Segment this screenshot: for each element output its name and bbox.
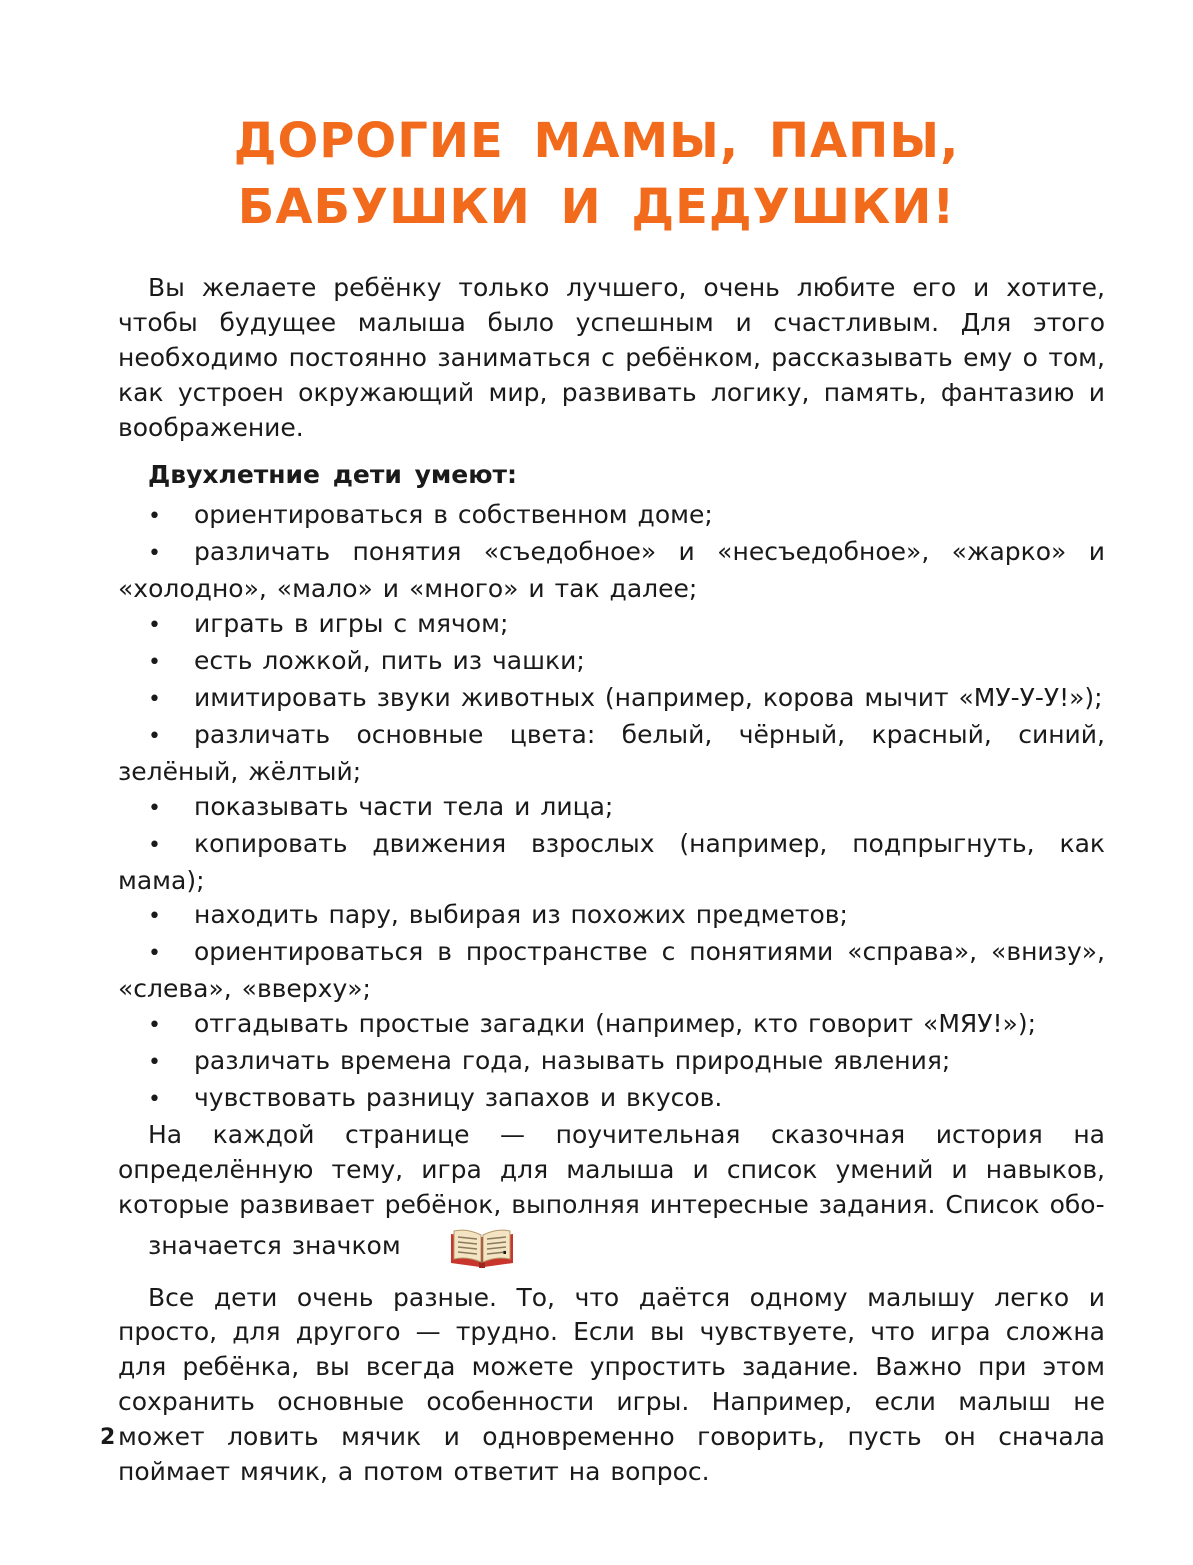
skill-text: имитировать звуки животных (например, корова мычит «МУ-У-У!»); [194, 682, 1103, 712]
skill-text: различать времена года, называть природные явления; [194, 1046, 951, 1076]
skill-list-item [118, 935, 1105, 1007]
bullet-icon: • [148, 650, 161, 676]
open-book-icon [419, 1225, 485, 1269]
skill-list-item [118, 535, 1105, 607]
skill-list-item [118, 827, 1105, 899]
skill-text: есть ложкой, пить из чашки; [194, 646, 585, 676]
icon-line-text: значается значком [148, 1230, 401, 1260]
bullet-icon: • [148, 723, 161, 749]
bullet-icon: • [148, 504, 161, 530]
bullet-icon: • [148, 686, 161, 712]
skill-text: ориентироваться в собственном доме; [194, 500, 713, 530]
skill-list-item [118, 1044, 1105, 1081]
skill-list-item [118, 1007, 1105, 1044]
skill-list-item [118, 790, 1105, 827]
page-number: 2 [100, 1425, 116, 1450]
bullet-icon: • [148, 1050, 161, 1076]
skill-text: играть в игры с мячом; [194, 609, 509, 639]
skill-text: различать основные цвета: белый, чёрный, красный, синий, зелёный, жёлтый; [118, 719, 1105, 786]
skill-list-item [118, 498, 1105, 535]
bullet-icon: • [148, 541, 161, 567]
skill-text: копировать движения взрослых (например, подпрыгнуть, как мама); [118, 828, 1105, 895]
title-line-2: БАБУШКИ И ДЕДУШКИ! [237, 179, 956, 235]
icon-explanation-line [118, 1225, 1105, 1269]
page-structure-paragraph: На каждой странице — поучительная сказочная история на определённую тему, игра для малыша и список умений и навыков, которые развивает ребёнок, выполняя интересные задания. Список обо- [118, 1119, 1105, 1219]
skill-list-item [118, 681, 1105, 718]
bullet-icon: • [148, 613, 161, 639]
bullet-icon: • [148, 832, 161, 858]
skills-heading: Двухлетние дети умеют: [148, 459, 518, 489]
skill-text: чувствовать разницу запахов и вкусов. [194, 1082, 723, 1112]
skill-text: различать понятия «съедобное» и «несъедобное», «жарко» и «холодно», «мало» и «много» и так далее; [118, 537, 1105, 604]
skill-text: ориентироваться в пространстве с понятиями «справа», «внизу», «слева», «вверху»; [118, 937, 1105, 1004]
skill-list-item [118, 718, 1105, 790]
bullet-icon: • [148, 904, 161, 930]
skill-text: находить пару, выбирая из похожих предметов; [194, 900, 848, 930]
page-content [118, 271, 1105, 1490]
icon-line-end: . [500, 1230, 509, 1260]
page-title [0, 108, 1193, 240]
bullet-icon: • [148, 1013, 161, 1039]
skill-list-item [118, 607, 1105, 644]
bullet-icon: • [148, 941, 161, 967]
skill-list-item [118, 644, 1105, 681]
skill-list-item [118, 898, 1105, 935]
skill-text: отгадывать простые загадки (например, кто говорит «МЯУ!»); [194, 1009, 1037, 1039]
bullet-icon: • [148, 795, 161, 821]
skill-text: показывать части тела и лица; [194, 791, 614, 821]
bullet-icon: • [148, 1086, 161, 1112]
title-line-1: ДОРОГИЕ МАМЫ, ПАПЫ, [233, 113, 960, 169]
skills-list [118, 498, 1105, 1117]
closing-paragraph: Все дети очень разные. То, что даётся одному малышу легко и просто, для другого — трудно. Если вы чувствуете, что игра сложна для ребёнка, вы всегда можете упростить задание. Важно при этом сохранить основные особенности игры. Например, если малыш не может ловить мячик и одновременно говорить, пусть он сначала поймает мячик, а потом ответит на вопрос. [118, 1282, 1105, 1487]
skill-list-item [118, 1081, 1105, 1118]
intro-paragraph: Вы желаете ребёнку только лучшего, очень любите его и хотите, чтобы будущее малыша было успешным и счастливым. Для этого необходимо постоянно заниматься с ребёнком, рассказывать ему о том, как устроен окружающий мир, развивать логику, память, фантазию и воображение. [118, 273, 1105, 442]
